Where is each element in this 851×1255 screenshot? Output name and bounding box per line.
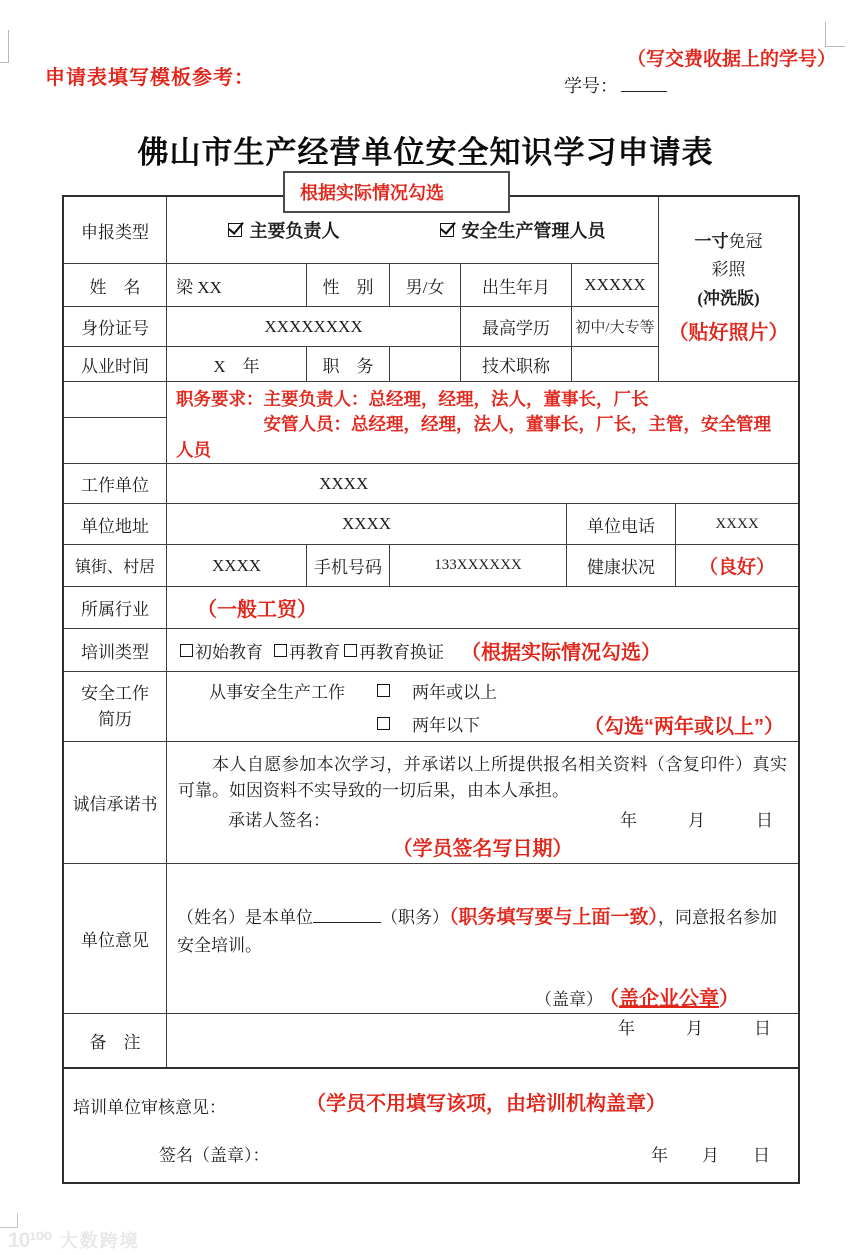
- checkbox-initial-education-icon[interactable]: [180, 644, 193, 657]
- id-number-label: 身份证号: [64, 307, 167, 346]
- student-number-label: 学号：: [564, 76, 618, 96]
- photo-hint: （贴好照片）: [668, 321, 789, 344]
- option-re-education-label: 再教育: [289, 642, 340, 662]
- remark-value[interactable]: [167, 1014, 798, 1067]
- page-corner-mark-top-left: [0, 30, 9, 63]
- promise-hint: （学员签名写日期）: [392, 838, 573, 860]
- work-time-row: [64, 347, 658, 381]
- address-row: [64, 504, 798, 545]
- training-type-options: [167, 629, 798, 671]
- checkbox-callout-box: 根据实际情况勾选: [283, 171, 510, 213]
- table-top-block: [64, 197, 798, 382]
- photo-line1: 一寸免冠: [694, 232, 763, 252]
- tech-title-label: 技术职称: [461, 347, 572, 381]
- sex-label: 性 别: [307, 264, 390, 306]
- page-title: 佛山市生产经营单位安全知识学习申请表: [137, 135, 714, 170]
- town-label: 镇街、村居: [64, 545, 167, 586]
- student-number-field: [564, 72, 667, 98]
- town-value[interactable]: XXXX: [167, 545, 307, 586]
- mobile-label: 手机号码: [307, 545, 390, 586]
- experience-label-line2: 简历: [98, 709, 132, 729]
- seal-label: （盖章）: [535, 990, 603, 1009]
- photo-line2: 彩照: [711, 260, 746, 280]
- option-safety-manager-label: 安全生产管理人员: [461, 221, 606, 241]
- work-time-label: 从业时间: [64, 347, 167, 381]
- template-reference-note: 申请表填写模板参考：: [45, 67, 255, 89]
- training-type-row: [64, 629, 798, 672]
- option-safety-manager[interactable]: [440, 217, 606, 243]
- employer-value-cell[interactable]: [167, 464, 798, 503]
- education-label: 最高学历: [461, 307, 572, 346]
- birth-label: 出生年月: [461, 264, 572, 306]
- industry-value[interactable]: （一般工贸）: [197, 599, 317, 621]
- option-main-person-label: 主要负责人: [249, 221, 340, 241]
- employer-label: 工作单位: [64, 464, 167, 503]
- review-section: [64, 1069, 798, 1182]
- watermark-logo: 10¹⁰⁰: [8, 1228, 52, 1252]
- promise-text: 本人自愿参加本次学习，并承诺以上所提供报名相关资料（含复印件）真实可靠。如因资料不实导致的一切后果，由本人承担。: [178, 755, 787, 800]
- employer-row: [64, 464, 798, 504]
- birth-value[interactable]: XXXXX: [584, 275, 646, 294]
- checkbox-re-education-renewal-icon[interactable]: [344, 644, 357, 657]
- option-re-education-renewal-label: 再教育换证: [359, 642, 444, 662]
- checkbox-two-years-or-more-icon[interactable]: [377, 684, 390, 697]
- duty-left-cells: [64, 382, 167, 463]
- tech-title-value[interactable]: [572, 347, 658, 381]
- experience-hint: （勾选“两年或以上”）: [584, 716, 784, 738]
- option-re-education-renewal[interactable]: [344, 638, 444, 663]
- promise-row: [64, 742, 798, 864]
- option-main-person[interactable]: [228, 217, 340, 243]
- promise-content: [167, 742, 798, 863]
- student-number-hint: （写交费收据上的学号）: [627, 49, 837, 70]
- duty-left-cell-1: [64, 382, 166, 418]
- industry-label: 所属行业: [64, 587, 167, 628]
- sex-value[interactable]: 男/女: [390, 264, 461, 306]
- table-top-left: [64, 197, 659, 381]
- review-hint: （学员不用填写该项，由培训机构盖章）: [306, 1093, 666, 1115]
- unit-opinion-row: [64, 864, 798, 1038]
- address-value[interactable]: XXXX: [167, 504, 567, 544]
- watermark: [8, 1227, 140, 1253]
- experience-option-1[interactable]: [209, 678, 497, 703]
- name-label: 姓 名: [64, 264, 167, 306]
- promise-sign-line: [178, 806, 787, 831]
- education-value[interactable]: 初中/大专等: [575, 320, 655, 336]
- duty-req-line2: 安管人员：总经理，经理，法人，董事长，厂长，主管，安全管理: [176, 414, 771, 435]
- unit-opinion-line1: [177, 904, 785, 933]
- page-corner-mark-bottom-left: [0, 1213, 18, 1228]
- duty-requirements-section: [64, 382, 798, 464]
- duty-label: 职 务: [307, 347, 390, 381]
- duty-value[interactable]: [390, 347, 461, 381]
- application-form-table: [62, 195, 800, 1184]
- photo-line3: (冲洗版): [697, 288, 760, 308]
- seal-hint: （盖企业公章）: [609, 988, 739, 1010]
- student-number-blank[interactable]: [621, 76, 667, 92]
- experience-option-2[interactable]: [209, 711, 480, 736]
- option-initial-education-label: 初始教育: [195, 642, 263, 662]
- experience-prefix: 从事安全生产工作: [209, 682, 345, 702]
- health-label: 健康状况: [567, 545, 676, 586]
- promise-sign-label[interactable]: 承诺人签名：: [228, 811, 330, 830]
- training-type-hint: （根据实际情况勾选）: [461, 641, 661, 664]
- training-type-label: 培训类型: [64, 629, 167, 671]
- experience-label-line1: 安全工作: [81, 684, 149, 703]
- checkbox-under-two-years-icon[interactable]: [377, 717, 390, 730]
- watermark-text: 大数跨境: [59, 1231, 140, 1251]
- id-number-row: [64, 307, 658, 347]
- experience-row: [64, 672, 798, 742]
- address-label: 单位地址: [64, 504, 167, 544]
- option-initial-education[interactable]: [180, 638, 263, 663]
- unit-opinion-label: 单位意见: [64, 864, 167, 1013]
- review-label: 培训单位审核意见：: [73, 1098, 226, 1117]
- uo-duty-blank[interactable]: [313, 908, 381, 923]
- checkbox-re-education-icon[interactable]: [274, 644, 287, 657]
- option-re-education[interactable]: [274, 638, 340, 663]
- duty-req-line3: 人员: [176, 439, 211, 460]
- duty-req-line1: 职务要求：主要负责人：总经理，经理，法人，董事长，厂长: [176, 389, 649, 409]
- remark-row: [64, 1014, 798, 1069]
- review-sign-label[interactable]: 签名（盖章）：: [159, 1146, 270, 1165]
- name-row: [64, 264, 658, 307]
- review-date: 年 月 日: [651, 1146, 770, 1165]
- promise-date: 年 月 日: [620, 811, 773, 830]
- experience-label: [64, 672, 167, 741]
- experience-options: [167, 672, 798, 741]
- photo-cell: [659, 197, 798, 381]
- unit-opinion-line2: 安全培训。: [177, 935, 262, 955]
- unit-opinion-seal-line: [177, 982, 785, 1011]
- id-number-value[interactable]: XXXXXXXX: [167, 307, 461, 346]
- promise-label: 诚信承诺书: [64, 742, 167, 863]
- phone-label: 单位电话: [567, 504, 676, 544]
- unit-opinion-content: [167, 864, 798, 1038]
- two-years-or-more-label: 两年或以上: [412, 682, 497, 702]
- phone-value[interactable]: XXXX: [715, 515, 759, 532]
- checkbox-main-person-icon[interactable]: [228, 223, 242, 237]
- under-two-years-label: 两年以下: [412, 715, 480, 735]
- declare-type-label: 申报类型: [64, 197, 167, 263]
- name-value[interactable]: 梁 XX: [167, 264, 307, 306]
- uo-part1: （姓名）是本单位: [177, 908, 313, 927]
- uo-duty-hint: （职务填写要与上面一致）: [449, 907, 659, 928]
- checkbox-safety-manager-icon[interactable]: [440, 223, 454, 237]
- industry-row: [64, 587, 798, 629]
- health-value[interactable]: （良好）: [698, 557, 775, 578]
- town-row: [64, 545, 798, 587]
- uo-part3: ，同意报名参加: [658, 908, 778, 927]
- remark-label: 备 注: [64, 1014, 167, 1067]
- employer-value: XXXX: [319, 473, 369, 493]
- duty-left-cell-2: [64, 418, 166, 463]
- work-time-value[interactable]: X 年: [167, 347, 307, 381]
- duty-requirements-text: [167, 382, 798, 463]
- uo-part2: （职务）: [381, 908, 449, 927]
- unit-opinion-date: 年 月 日: [618, 1019, 771, 1038]
- mobile-value[interactable]: 133XXXXXX: [390, 545, 567, 586]
